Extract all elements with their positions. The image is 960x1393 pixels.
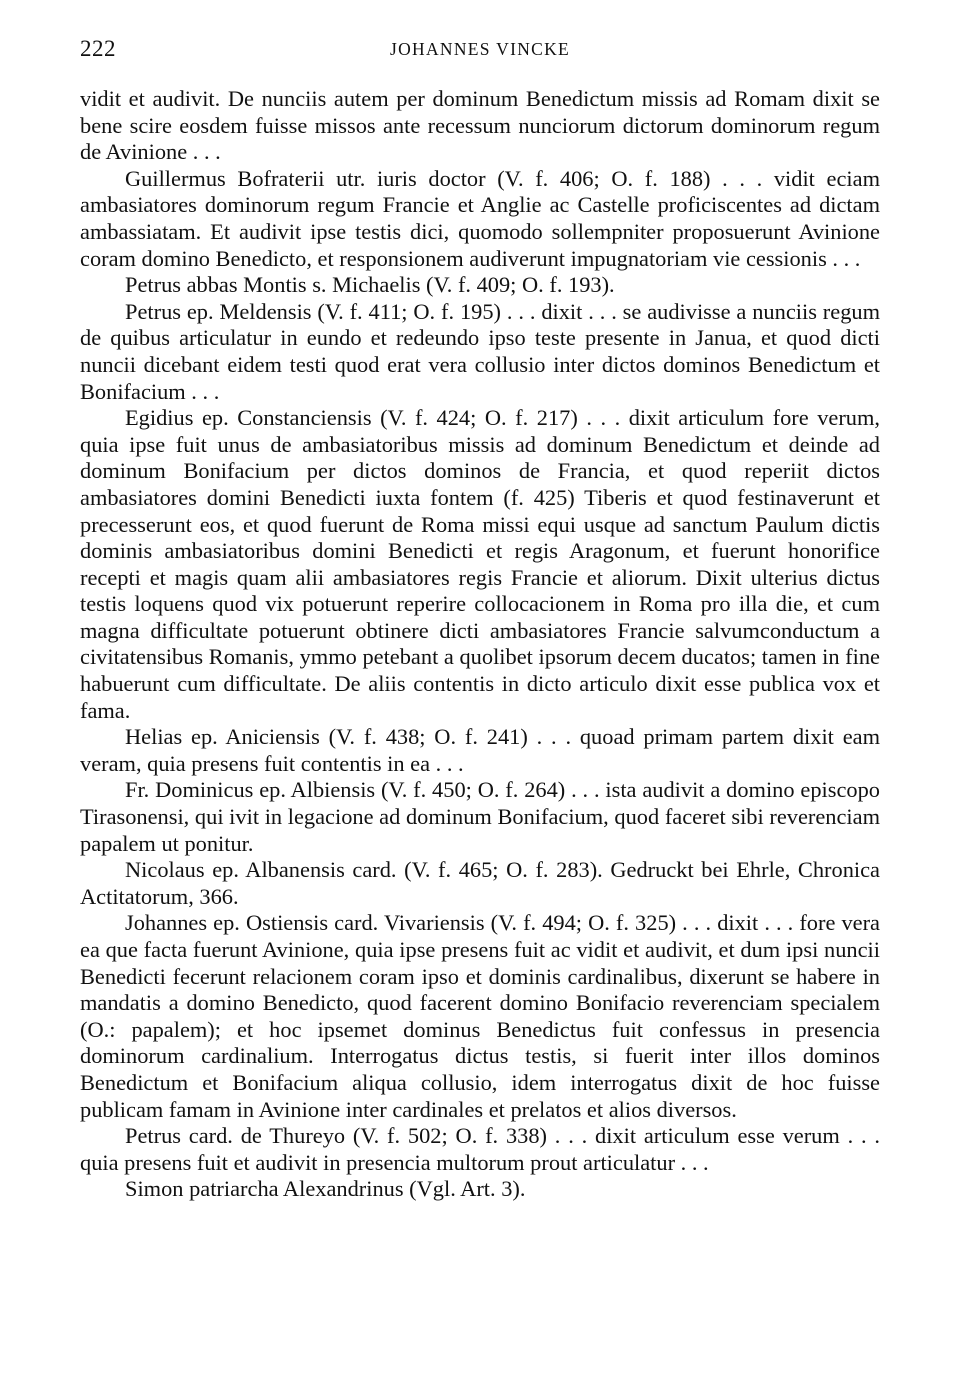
- paragraph: Guillermus Bofraterii utr. iuris doctor (V. f. 406; O. f. 188) . . . vidit eciam ambasiatores dominorum regum Francie et Anglie ac Castelle proficiscentes ad dictam ambassiatam. Et audivit ipse testis dici, quomodo sollempniter proposuerunt Avinione coram domino Benedicto, et responsionem audiverunt impugnatoriam vie cessionis . . .: [80, 165, 880, 271]
- paragraph: Egidius ep. Constanciensis (V. f. 424; O. f. 217) . . . dixit articulum fore verum, quia ipse fuit unus de ambasiatoribus missis ad dominum Benedictum et deinde ad dominum Bonifacium per dictos dominos de Francia, et quod reperiit dictos ambasiatores domini Benedicti iuxta fontem (f. 425) Tiberis et quod festinaverunt et precesserunt eos, et quod fuerunt de Roma missi equi usque ad sanctum Paulum dictis dominis ambasiatoribus domini Benedicti et regis Aragonum, et fuerunt honorifice recepti et magis quam alii ambasiatores regis Francie et aliorum. Dixit ulterius dictus testis loquens quod vix potuerunt reperire collocacionem in Roma pro illa die, et cum magna difficultate potuerunt obtinere dicti ambasiatores Francie salvumconductum a civitatensibus Romanis, ymmo petebant a quolibet ipsorum decem ducatos; tamen in fine habuerunt cum difficultate. De aliis contentis in dicto articulo dixit esse publica vox et fama.: [80, 405, 880, 723]
- running-title: JOHANNES VINCKE: [389, 39, 571, 59]
- page-number: 222: [80, 36, 116, 61]
- paragraph: Fr. Dominicus ep. Albiensis (V. f. 450; O. f. 264) . . . ista audivit a domino episcopo Tirasonensi, qui ivit in legacione ad dominum Bonifacium, quod faceret sibi reverenciam papalem ut ponitur.: [80, 777, 880, 856]
- paragraph: Helias ep. Aniciensis (V. f. 438; O. f. 241) . . . quoad primam partem dixit eam veram, quia presens fuit contentis in ea . . .: [80, 724, 880, 776]
- paragraph: Nicolaus ep. Albanensis card. (V. f. 465; O. f. 283). Gedruckt bei Ehrle, Chronica Actitatorum, 366.: [80, 857, 880, 909]
- body-text: [80, 86, 880, 1203]
- page-header: [80, 36, 880, 68]
- paragraph: Johannes ep. Ostiensis card. Vivariensis (V. f. 494; O. f. 325) . . . dixit . . . fore vera ea que facta fuerunt Avinione, quia ipse presens fuit ac vidit et audivit, et dum ipsi nuncii Benedicti fecerunt relacionem coram ipso et dominis cardinalibus, dixerunt se habere in mandatis a domino Benedicto, quod facerent domino Bonifacio reverenciam specialem (O.: papalem); et hoc ipsemet dominus Benedictus fuit confessus in presencia dominorum cardinalium. Interrogatus dictus testis, si fuerit inter illos dominos Benedictum et Bonifacium aliqua collusio, idem interrogatus dixit de hoc fuisse publicam famam in Avinione inter cardinales et prelatos et alios diversos.: [80, 910, 880, 1122]
- paragraph: Petrus ep. Meldensis (V. f. 411; O. f. 195) . . . dixit . . . se audivisse a nunciis regum de quibus articulatur in eundo et redeundo ipso teste presente in Janua, et quod dicti nuncii dicebant eidem testi quod erat vera collusio inter dictos dominos Benedictum et Bonifacium . . .: [80, 298, 880, 404]
- book-page: [80, 36, 880, 1203]
- paragraph: Petrus card. de Thureyo (V. f. 502; O. f. 338) . . . dixit articulum esse verum . . . quia presens fuit et audivit in presencia multorum prout articulatur . . .: [80, 1123, 880, 1175]
- paragraph: vidit et audivit. De nunciis autem per dominum Benedictum missis ad Romam dixit se bene scire eosdem fuisse missos ante recessum nunciorum dictorum dominorum regum de Avinione . . .: [80, 86, 880, 165]
- paragraph: Petrus abbas Montis s. Michaelis (V. f. 409; O. f. 193).: [125, 272, 615, 298]
- paragraph: Simon patriarcha Alexandrinus (Vgl. Art. 3).: [125, 1176, 526, 1202]
